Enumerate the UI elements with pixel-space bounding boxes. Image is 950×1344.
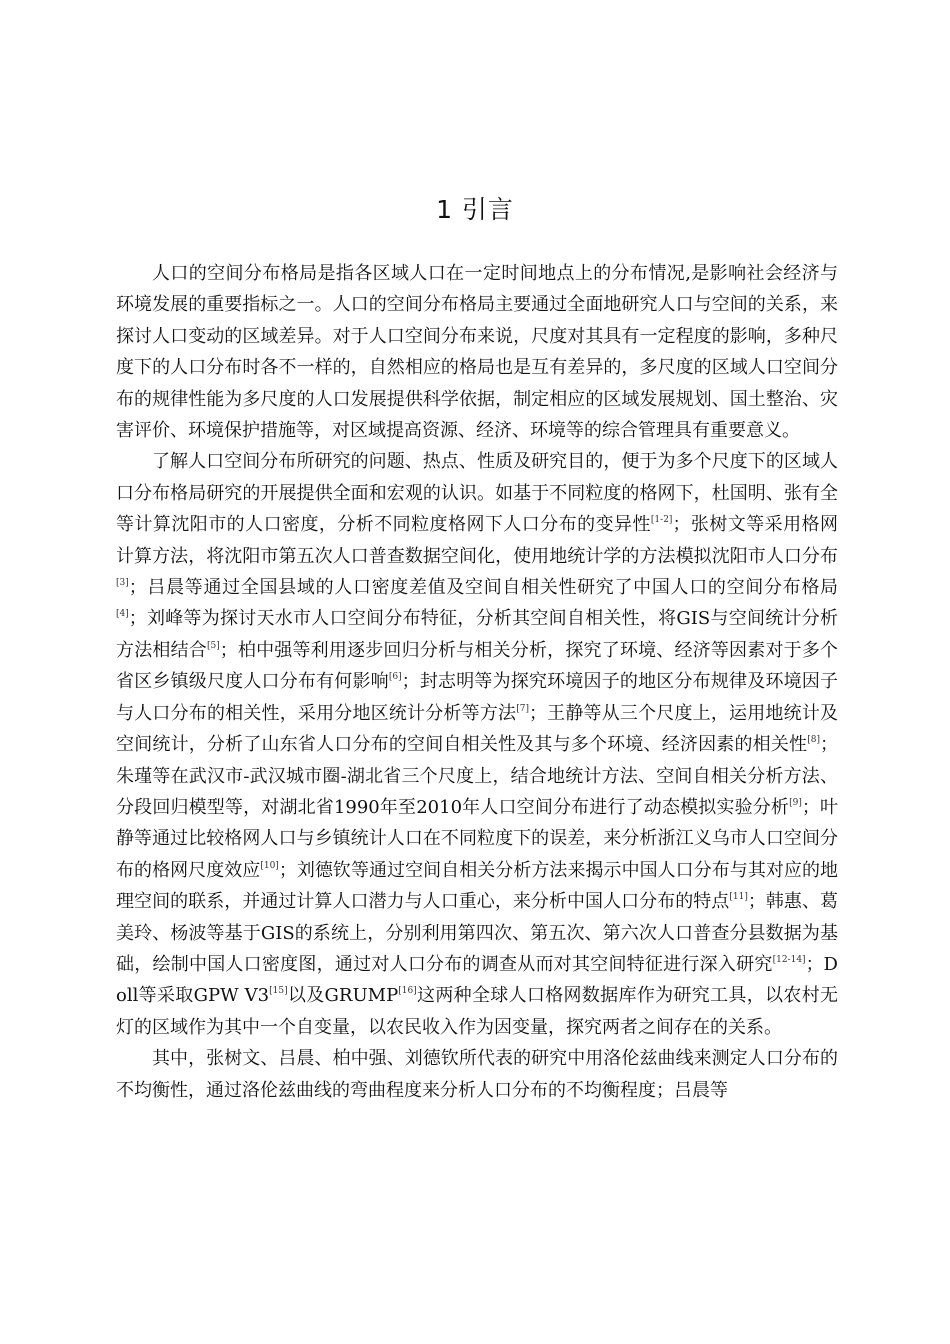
paragraph-text: 其中，张树文、吕晨、柏中强、刘德钦所代表的研究中用洛伦兹曲线来测定人口分布的不均衡性，通过洛伦兹曲线的弯曲程度来分析人口分布的不均衡程度；吕晨等: [116, 1048, 838, 1101]
paragraph-text: ；王静等从三个尺度上，运用地统计及空间统计，分析了山东省人口分布的空间自相关性及其与多个环境、经济因素的相关性: [116, 702, 839, 756]
paragraph: [116, 446, 838, 1043]
paragraph: [116, 1043, 838, 1106]
paragraph-text: ；叶静等通过比较格网人口与乡镇统计人口在不同粒度下的误差，来分析浙江义乌市人口空间分布的格网尺度效应: [116, 796, 838, 881]
citation-ref: [4]: [116, 609, 129, 620]
paragraph-text: ；Doll等采取GPW V3: [116, 953, 838, 1007]
section-title: 1 引言: [436, 195, 514, 224]
citation-ref: [3]: [116, 578, 129, 589]
paragraph-text: ；张树文等采用格网计算方法，将沈阳市第五次人口普查数据空间化，使用地统计学的方法模拟沈阳市人口分布: [116, 514, 839, 567]
citation-ref: [16]: [398, 986, 417, 997]
paragraph-text: ；韩惠、葛美玲、杨波等基于GIS的系统上，分别利用第四次、第五次、第六次人口普查分县数据为基础，绘制中国人口密度图，通过对人口分布的调查从而对其空间特征进行深入研究: [116, 891, 839, 975]
paragraph-text: ；柏中强等利用逐步回归分析与相关分析，探究了环境、经济等因素对于多个省区乡镇级尺度人口分布有何影响: [116, 639, 839, 693]
paragraph: [116, 258, 838, 446]
paragraph-text: 这两种全球人口格网数据库作为研究工具，以农村无灯的区域作为其中一个自变量，以农民收入作为因变量，探究两者之间存在的关系。: [116, 985, 839, 1038]
citation-ref: [8]: [807, 735, 820, 746]
paragraph-text: ；吕晨等通过全国县域的人口密度差值及空间自相关性研究了中国人口的空间分布格局: [128, 577, 838, 599]
paragraph-text: 人口的空间分布格局是指各区域人口在一定时间地点上的分布情况,是影响社会经济与环境发展的重要指标之一。人口的空间分布格局主要通过全面地研究人口与空间的关系，来探讨人口变动的区域差异。对于人口空间分布来说，尺度对其具有一定程度的影响，多种尺度下的人口分布时各不一样的，自然相应的格局也是互有差异的，多尺度的区域人口空间分布的规律性能为多尺度的人口发展提供科学依据，制定相应的区域发展规划、国土整治、灾害评价、环境保护措施等，对区域提高资源、经济、环境等的综合管理具有重要意义。: [116, 263, 838, 442]
citation-ref: [5]: [206, 640, 220, 651]
citation-ref: [11]: [729, 892, 748, 903]
citation-ref: [6]: [388, 672, 402, 683]
citation-ref: [12-14]: [772, 954, 806, 965]
paragraph-text: ；刘德钦等通过空间自相关分析方法来揭示中国人口分布与其对应的地理空间的联系，并通过计算人口潜力与人口重心，来分析中国人口分布的特点: [116, 859, 839, 913]
paragraph-text: ；刘峰等为探讨天水市人口空间分布特征，分析其空间自相关性，将GIS与空间统计分析方法相结合: [116, 608, 838, 661]
body-text: [116, 258, 838, 1106]
paragraph-text: ；封志明等为探究环境因子的地区分布规律及环境因子与人口分布的相关性，采用分地区统计分析等方法: [116, 671, 839, 724]
paragraph-text: 以及GRUMP: [287, 985, 399, 1007]
paragraph-text: 了解人口空间分布所研究的问题、热点、性质及研究目的，便于为多个尺度下的区域人口分布格局研究的开展提供全面和宏观的认识。如基于不同粒度的格网下，杜国明、张有全等计算沈阳市的人口密度，分析不同粒度格网下人口分布的变异性: [116, 451, 838, 536]
paragraph-text: ；朱瑾等在武汉市-武汉城市圈-湖北省三个尺度上，结合地统计方法、空间自相关分析方法、分段回归模型等，对湖北省1990年至2010年人口空间分布进行了动态模拟实验分析: [116, 734, 838, 818]
citation-ref: [9]: [789, 797, 802, 808]
citation-ref: [7]: [516, 703, 529, 714]
citation-ref: [15]: [269, 986, 288, 997]
citation-ref: [10]: [260, 860, 279, 871]
citation-ref: [1-2]: [650, 515, 673, 526]
